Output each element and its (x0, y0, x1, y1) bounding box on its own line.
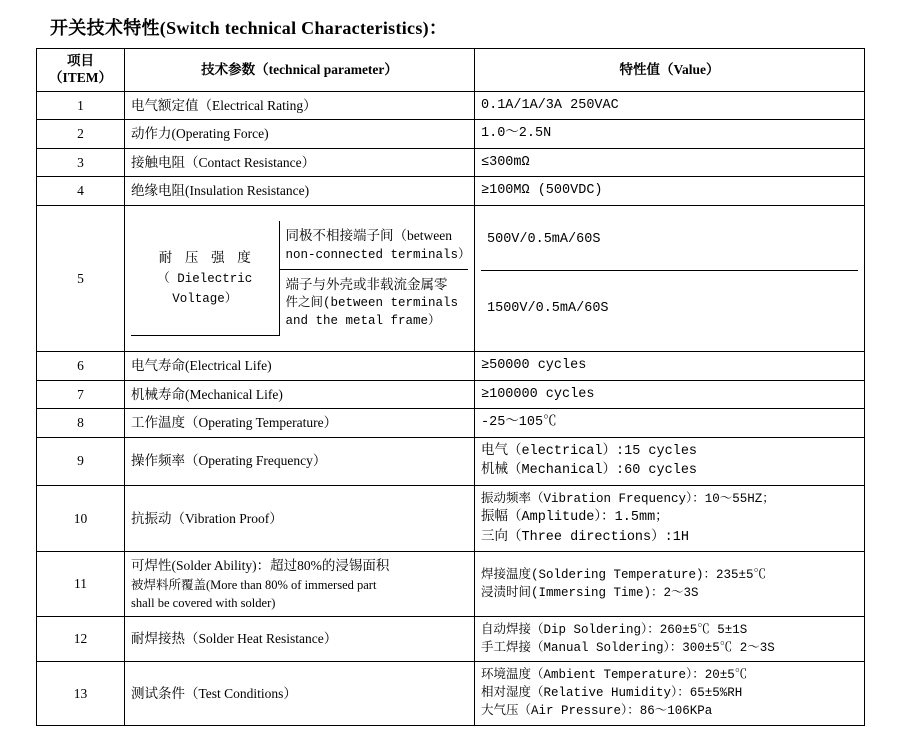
value-line: 浸渍时间(Immersing Time)：2～3S (481, 585, 699, 600)
table-row (37, 409, 865, 438)
table-row (37, 437, 865, 485)
value-line: 大气压（Air Pressure）：86～106KPa (481, 704, 713, 719)
table-row-dielectric (37, 206, 865, 352)
row-parameter: 耐焊接热（Solder Heat Resistance） (125, 616, 475, 661)
dielectric-sub-label-1 (279, 221, 471, 269)
row-value: 1.0～2.5N (475, 120, 865, 149)
param-line: 可焊性(Solder Ability)：超过80%的浸锡面积 (131, 558, 390, 574)
table-row (37, 148, 865, 177)
row-parameter-dielectric (125, 206, 475, 352)
row-number: 4 (37, 177, 125, 206)
dielectric-label-en1: （ Dielectric (157, 271, 253, 286)
row-number: 3 (37, 148, 125, 177)
row-parameter: 测试条件（Test Conditions） (125, 662, 475, 725)
param-line: shall be covered with solder) (131, 595, 276, 610)
row-value: ≥100000 cycles (475, 380, 865, 409)
row-number: 5 (37, 206, 125, 352)
value-line: 自动焊接（Dip Soldering）：260±5℃ 5±1S (481, 622, 748, 637)
header-item (37, 49, 125, 92)
row-number: 7 (37, 380, 125, 409)
dielectric-sub-label-2 (279, 269, 468, 335)
row-parameter: 抗振动（Vibration Proof） (125, 485, 475, 551)
table-header-row (37, 49, 865, 92)
row-value: 0.1A/1A/3A 250VAC (475, 91, 865, 120)
row-parameter: 电气寿命(Electrical Life) (125, 352, 475, 381)
row-parameter (125, 552, 475, 617)
table-row (37, 485, 865, 551)
row-number: 8 (37, 409, 125, 438)
value-line: 相对湿度（Relative Humidity）：65±5%RH (481, 686, 743, 701)
row-value-dielectric (475, 206, 865, 352)
row-parameter: 动作力(Operating Force) (125, 120, 475, 149)
value-line: 电气（electrical）:15 cycles (481, 443, 698, 459)
value-line: 环境温度（Ambient Temperature）：20±5℃ (481, 668, 748, 683)
row-value: ≤300mΩ (475, 148, 865, 177)
row-value: -25～105℃ (475, 409, 865, 438)
dielectric-label (131, 221, 279, 336)
value-line: 焊接温度(Soldering Temperature)：235±5℃ (481, 567, 767, 582)
dielectric-value-2: 1500V/0.5mA/60S (487, 301, 609, 317)
row-parameter: 操作频率（Operating Frequency） (125, 437, 475, 485)
row-number: 6 (37, 352, 125, 381)
row-number: 11 (37, 552, 125, 617)
table-row (37, 352, 865, 381)
dielectric-label-en2: Voltage） (172, 291, 238, 306)
row-parameter: 绝缘电阻(Insulation Resistance) (125, 177, 475, 206)
table-row (37, 616, 865, 661)
table-row (37, 552, 865, 617)
row-number: 12 (37, 616, 125, 661)
header-item-en: （ITEM） (48, 69, 112, 85)
header-value: 特性值（Value） (475, 49, 865, 92)
row-value (475, 616, 865, 661)
row-value (475, 437, 865, 485)
row-number: 2 (37, 120, 125, 149)
table-row (37, 177, 865, 206)
sub2-line3: and the metal frame） (285, 314, 441, 329)
sub1-line2: non-connected terminals） (285, 247, 471, 262)
row-number: 10 (37, 485, 125, 551)
param-line: 被焊料所覆盖(More than 80% of immersed part (131, 577, 377, 592)
row-parameter: 接触电阻（Contact Resistance） (125, 148, 475, 177)
row-number: 9 (37, 437, 125, 485)
dielectric-label-cn: 耐 压 强 度 (158, 250, 251, 266)
row-value (475, 662, 865, 725)
header-item-cn: 项目 (67, 53, 94, 68)
value-line: 机械（Mechanical）:60 cycles (481, 463, 698, 479)
row-number: 13 (37, 662, 125, 725)
page-title: 开关技术特性(Switch technical Characteristics)： (50, 18, 448, 38)
switch-characteristics-table (36, 48, 865, 726)
value-line: 振幅（Amplitude）：1.5mm； (481, 509, 669, 525)
row-value: ≥100MΩ (500VDC) (475, 177, 865, 206)
sub2-line1: 端子与外壳或非载流金属零 (285, 276, 448, 292)
row-parameter: 机械寿命(Mechanical Life) (125, 380, 475, 409)
row-number: 1 (37, 91, 125, 120)
table-row (37, 380, 865, 409)
table-row (37, 91, 865, 120)
table-row (37, 120, 865, 149)
row-value (475, 485, 865, 551)
value-line: 振动频率（Vibration Frequency）：10～55HZ； (481, 491, 775, 506)
header-parameter: 技术参数（technical parameter） (125, 49, 475, 92)
row-value (475, 552, 865, 617)
row-parameter: 工作温度（Operating Temperature） (125, 409, 475, 438)
row-parameter: 电气额定值（Electrical Rating） (125, 91, 475, 120)
value-line: 三向（Three directions）:1H (481, 529, 689, 545)
sub2-line2: 件之间(between terminals (285, 296, 459, 311)
sub1-line1: 同极不相接端子间（between (285, 228, 452, 243)
value-line: 手工焊接（Manual Soldering）：300±5℃ 2～3S (481, 641, 775, 655)
table-row (37, 662, 865, 725)
dielectric-value-1: 500V/0.5mA/60S (481, 210, 858, 271)
row-value: ≥50000 cycles (475, 352, 865, 381)
